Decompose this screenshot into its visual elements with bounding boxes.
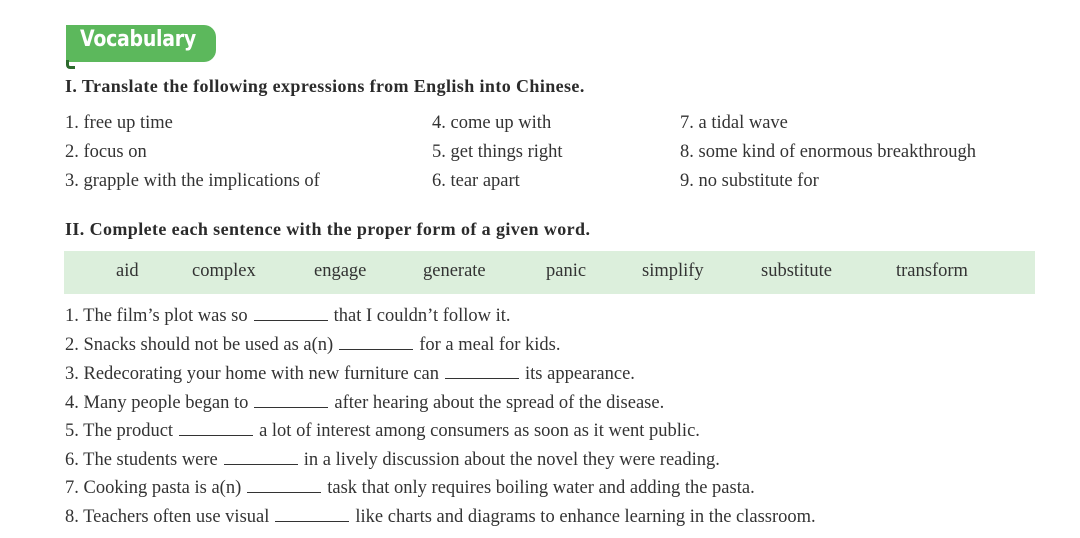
answer-blank[interactable]: [179, 421, 253, 436]
sentence-item: [65, 393, 664, 414]
sentence-after: after hearing about the spread of the disease.: [334, 393, 665, 413]
sentence-after: that I couldn’t follow it.: [333, 306, 511, 326]
sentence-after: task that only requires boiling water and adding the pasta.: [327, 478, 755, 498]
sentence-after: a lot of interest among consumers as soon as it went public.: [259, 421, 700, 441]
answer-blank[interactable]: [254, 393, 328, 408]
sentence-before: 5. The product: [65, 421, 174, 441]
expression-item: 2. focus on: [65, 142, 147, 162]
expression-item: 5. get things right: [432, 142, 563, 162]
sentence-before: 3. Redecorating your home with new furniture can: [65, 364, 439, 384]
sentence-before: 1. The film’s plot was so: [65, 306, 248, 326]
badge-tail-decoration: [66, 60, 75, 69]
sentence-before: 6. The students were: [65, 450, 218, 470]
word-bank-item: generate: [423, 261, 486, 281]
sentence-after: for a meal for kids.: [419, 335, 561, 355]
expression-item: 7. a tidal wave: [680, 113, 788, 133]
sentence-after: like charts and diagrams to enhance learning in the classroom.: [355, 507, 816, 527]
sentence-after: its appearance.: [525, 364, 635, 384]
expression-item: 6. tear apart: [432, 171, 520, 191]
sentence-item: [65, 335, 561, 356]
word-bank-item: transform: [896, 261, 968, 281]
sentence-item: [65, 306, 511, 327]
answer-blank[interactable]: [254, 306, 328, 321]
sentence-before: 2. Snacks should not be used as a(n): [65, 335, 334, 355]
sentence-item: [65, 364, 635, 385]
expression-item: 1. free up time: [65, 113, 173, 133]
expression-item: 8. some kind of enormous breakthrough: [680, 142, 976, 162]
expression-item: 3. grapple with the implications of: [65, 171, 320, 191]
part1-heading: I. Translate the following expressions from English into Chinese.: [65, 76, 585, 96]
part2-heading: II. Complete each sentence with the proper form of a given word.: [65, 219, 591, 239]
expression-item: 9. no substitute for: [680, 171, 819, 191]
sentence-item: [65, 421, 700, 442]
answer-blank[interactable]: [275, 507, 349, 522]
expression-item: 4. come up with: [432, 113, 552, 133]
sentence-before: 8. Teachers often use visual: [65, 507, 270, 527]
sentence-item: [65, 478, 755, 499]
word-bank-item: panic: [546, 261, 587, 281]
answer-blank[interactable]: [247, 478, 321, 493]
sentence-after: in a lively discussion about the novel they were reading.: [303, 450, 720, 470]
sentence-before: 4. Many people began to: [65, 393, 249, 413]
answer-blank[interactable]: [445, 364, 519, 379]
word-bank-item: aid: [116, 261, 139, 281]
answer-blank[interactable]: [224, 450, 298, 465]
word-bank-item: substitute: [761, 261, 832, 281]
word-bank-item: complex: [192, 261, 256, 281]
sentence-before: 7. Cooking pasta is a(n): [65, 478, 242, 498]
sentence-item: [65, 507, 816, 528]
word-bank-item: simplify: [642, 261, 704, 281]
word-bank-item: engage: [314, 261, 367, 281]
answer-blank[interactable]: [339, 335, 413, 350]
section-label: Vocabulary: [80, 27, 196, 52]
sentence-item: [65, 450, 720, 471]
